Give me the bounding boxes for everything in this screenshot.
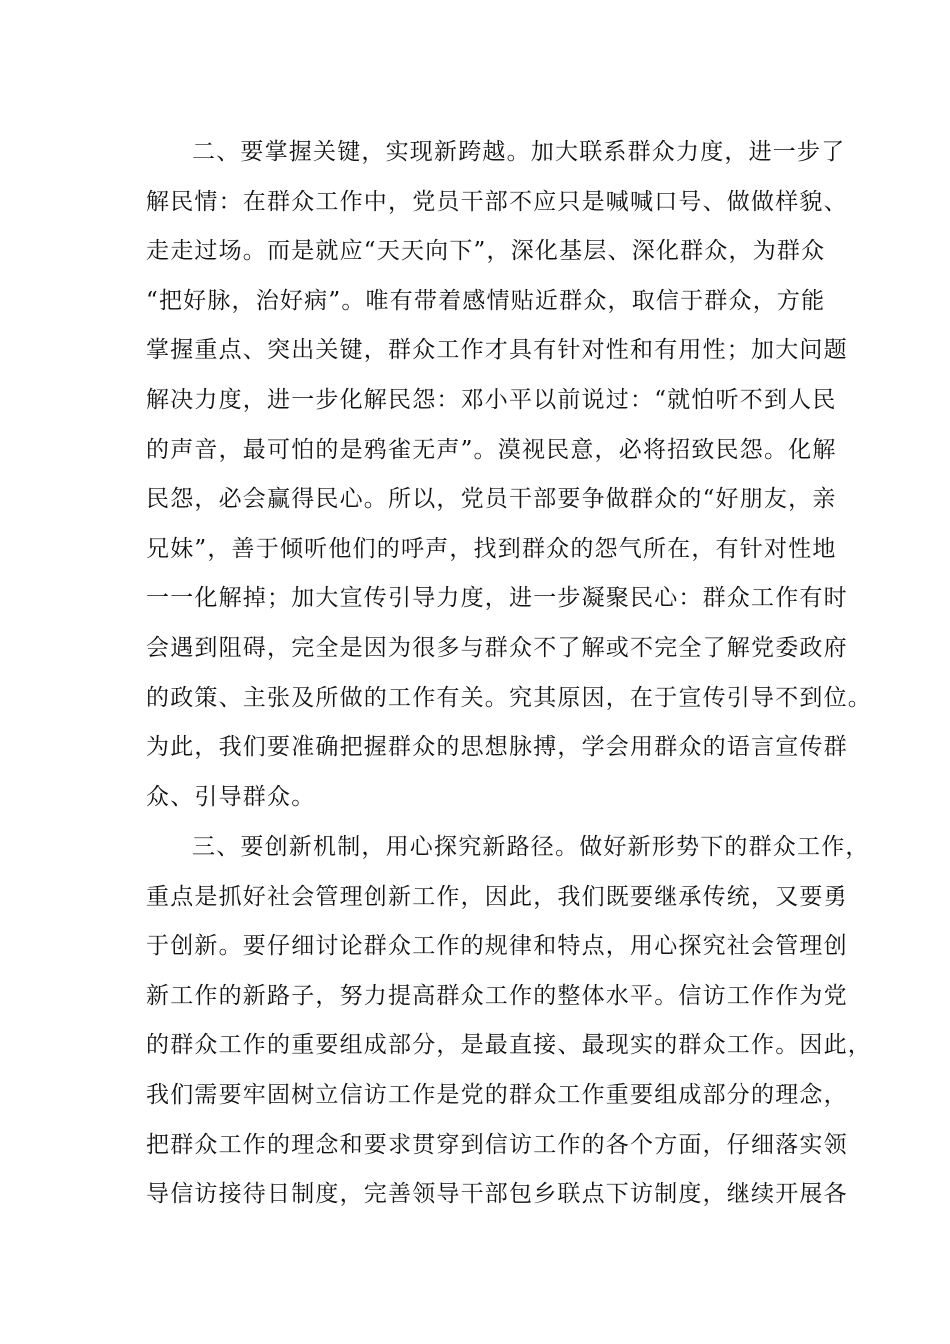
paragraph-section-three: [146, 823, 872, 1220]
paragraph-line: 三、要创新机制，用心探究新路径。做好新形势下的群众工作，: [192, 834, 870, 860]
paragraph-line: 导信访接待日制度，完善领导干部包乡联点下访制度，继续开展各: [146, 1181, 848, 1208]
paragraph-section-two: [146, 128, 872, 822]
paragraph-line: 的群众工作的重要组成部分，是最直接、最现实的群众工作。因此，: [146, 1032, 872, 1059]
paragraph-line: 把群众工作的理念和要求贯穿到信访工作的各个方面，仔细落实领: [146, 1131, 848, 1158]
paragraph-line: 兄妹”，善于倾听他们的呼声，找到群众的怨气所在，有针对性地: [146, 535, 837, 562]
paragraph-line: 解民情：在群众工作中，党员干部不应只是喊喊口号、做做样貌、: [146, 188, 848, 215]
paragraph-line: 解决力度，进一步化解民怨：邓小平以前说过：“就怕听不到人民: [146, 386, 837, 413]
paragraph-line: 掌握重点、突出关键，群众工作才具有针对性和有用性；加大问题: [146, 337, 848, 364]
paragraph-line: 为此，我们要准确把握群众的思想脉搏，学会用群众的语言宣传群: [146, 734, 848, 761]
paragraph-line: 二、要掌握关键，实现新跨越。加大联系群众力度，进一步了: [192, 139, 846, 165]
paragraph-line: 走走过场。而是就应“天天向下”，深化基层、深化群众，为群众: [146, 238, 826, 265]
paragraph-line: 重点是抓好社会管理创新工作，因此，我们既要继承传统，又要勇: [146, 883, 848, 910]
paragraph-line: 一一化解掉；加大宣传引导力度，进一步凝聚民心：群众工作有时: [146, 585, 848, 612]
paragraph-line: 会遇到阻碍，完全是因为很多与群众不了解或不完全了解党委政府: [146, 634, 848, 661]
paragraph-line: 我们需要牢固树立信访工作是党的群众工作重要组成部分的理念，: [146, 1081, 848, 1108]
paragraph-line: 的声音，最可怕的是鸦雀无声”。漠视民意，必将招致民怨。化解: [146, 436, 837, 463]
paragraph-line: 众、引导群众。: [146, 783, 316, 810]
paragraph-line: 新工作的新路子，努力提高群众工作的整体水平。信访工作作为党: [146, 982, 848, 1009]
paragraph-line: “把好脉，治好病”。唯有带着感情贴近群众，取信于群众，方能: [146, 287, 826, 314]
paragraph-line: 民怨，必会赢得民心。所以，党员干部要争做群众的“好朋友，亲: [146, 486, 837, 513]
paragraph-line: 的政策、主张及所做的工作有关。究其原因，在于宣传引导不到位。: [146, 684, 872, 711]
paragraph-line: 于创新。要仔细讨论群众工作的规律和特点，用心探究社会管理创: [146, 933, 848, 960]
